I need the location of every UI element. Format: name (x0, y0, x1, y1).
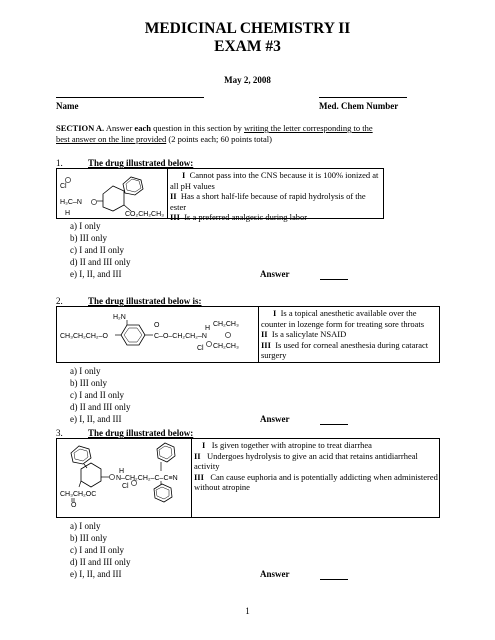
piperidine-ring (81, 463, 101, 487)
statement (261, 340, 439, 361)
section-a-heading: SECTION A. (56, 123, 105, 133)
option[interactable]: e) I, II, and III (70, 414, 122, 424)
option[interactable]: a) I only (70, 366, 101, 376)
question-2-structure (57, 307, 257, 362)
question-1-statements (170, 170, 382, 223)
instr-text: Answer (104, 123, 135, 133)
option[interactable]: b) III only (70, 233, 107, 243)
answer-line[interactable] (320, 279, 348, 280)
charge-circle (109, 474, 114, 479)
option[interactable]: a) I only (70, 221, 101, 231)
exam-title-line1: MEDICINAL CHEMISTRY II (144, 20, 351, 37)
statement-text: Is used for corneal anesthesia during cataract surgery (261, 339, 429, 360)
roman-numeral: II (261, 329, 268, 339)
roman-numeral: I (202, 440, 206, 450)
option[interactable]: e) I, II, and III (70, 569, 122, 579)
propoxy-label: CH₃CH₂CH₂–O (60, 333, 108, 340)
roman-numeral: III (261, 339, 271, 350)
statement-text: Is a salicylate NSAID (271, 329, 347, 339)
option[interactable]: b) III only (70, 533, 107, 543)
statement (170, 212, 382, 223)
phenyl-ring (123, 177, 143, 195)
roman-numeral: I (182, 170, 186, 180)
answer-line[interactable] (320, 579, 348, 580)
chloride-label: Cl (197, 345, 204, 352)
ethyl-label: CH₂CH₃ (213, 343, 239, 350)
number-label: Med. Chem Number (319, 101, 399, 111)
statement (261, 308, 439, 329)
name-label: Name (56, 101, 79, 111)
question-2-statements (261, 308, 439, 361)
h-label: H (119, 468, 125, 475)
carbonyl-o-label: O (154, 322, 160, 329)
answer-label: Answer (260, 269, 290, 279)
number-line (319, 97, 407, 98)
roman-numeral: II (170, 191, 177, 201)
roman-numeral: II (194, 450, 201, 461)
name-line (56, 97, 204, 98)
option[interactable]: e) I, II, and III (70, 269, 122, 279)
statement (194, 472, 438, 493)
question-3-number: 3. (56, 428, 63, 438)
roman-numeral: III (170, 212, 180, 222)
amino-label: H₂N (113, 314, 126, 321)
question-1-prompt: The drug illustrated below: (88, 158, 194, 168)
ester-label: CH₃CH₂OC (60, 491, 97, 498)
charge-circle (206, 341, 211, 346)
h-label: H (65, 210, 71, 217)
section-a-instructions (56, 123, 441, 145)
question-3-statements (194, 440, 438, 493)
instr-text: question in this section by (150, 123, 244, 133)
n-methyl-label: H₃C–N (60, 199, 82, 206)
ester-chain-label: C–O–CH₂CH₂–N (154, 333, 207, 340)
option[interactable]: c) I and II only (70, 545, 124, 555)
charge-circle (65, 177, 70, 182)
piperidine-ring (103, 186, 124, 211)
chloride-label: Cl (60, 183, 67, 190)
question-3-structure (57, 439, 190, 517)
question-1-number: 1. (56, 158, 63, 168)
charge-circle (91, 199, 96, 204)
statement (194, 451, 438, 472)
instr-underlined: writing the letter corresponding to the (243, 123, 373, 133)
phenyl-ring (157, 443, 175, 462)
statement-text: Has a short half-life because of rapid hydrolysis of the ester (170, 191, 366, 212)
carbonyl-o-label: O (71, 502, 77, 509)
option[interactable]: d) II and III only (70, 402, 131, 412)
ethyl-label: CH₂CH₃ (213, 321, 239, 328)
statement (194, 440, 438, 451)
statement-text: Cannot pass into the CNS because it is 100% ionized at all pH values (170, 170, 379, 191)
roman-numeral: I (273, 308, 277, 318)
question-1-divider (167, 168, 168, 219)
statement (170, 170, 382, 191)
statement-text: Is a topical anesthetic available over the counter in lozenge form for treating sore throats (261, 308, 425, 329)
instr-underlined: best answer on the line provided (56, 134, 167, 144)
option[interactable]: c) I and II only (70, 245, 124, 255)
option[interactable]: c) I and II only (70, 390, 124, 400)
question-2-prompt: The drug illustrated below is: (88, 296, 202, 306)
amine-chain-label: N–CH₂CH₂–C–C≡N (116, 475, 178, 482)
charge-circle (225, 332, 230, 337)
statement-text: Is a preferred analgesic during labor (184, 212, 308, 222)
question-2-divider (258, 306, 259, 363)
option[interactable]: a) I only (70, 521, 101, 531)
answer-label: Answer (260, 569, 290, 579)
question-3-prompt: The drug illustrated below: (88, 428, 194, 438)
question-1-structure (57, 169, 166, 218)
answer-label: Answer (260, 414, 290, 424)
statement-text: Can cause euphoria and is potentially addicting when administered without atropine (194, 471, 438, 492)
statement-text: Is given together with atropine to treat diarrhea (211, 440, 372, 450)
statement-text: Undergoes hydrolysis to give an acid that retains antidiarrheal activity (194, 450, 418, 471)
ester-label: CO₂CH₂CH₃ (125, 211, 165, 218)
question-3-divider (191, 438, 192, 518)
page-number: 1 (245, 606, 250, 616)
answer-line[interactable] (320, 424, 348, 425)
option[interactable]: b) III only (70, 378, 107, 388)
roman-numeral: III (194, 471, 204, 482)
option[interactable]: d) II and III only (70, 257, 131, 267)
chloride-label: Cl (122, 483, 129, 490)
exam-date: May 2, 2008 (224, 75, 271, 85)
instr-each: each (134, 123, 151, 133)
exam-title-line2: EXAM #3 (214, 38, 281, 55)
instr-text: (2 points each; 60 points total) (166, 134, 272, 144)
statement (261, 329, 439, 340)
h-label: H (205, 325, 211, 332)
phenyl-ring (71, 446, 91, 464)
option[interactable]: d) II and III only (70, 557, 131, 567)
question-2-number: 2. (56, 296, 63, 306)
statement (170, 191, 382, 212)
